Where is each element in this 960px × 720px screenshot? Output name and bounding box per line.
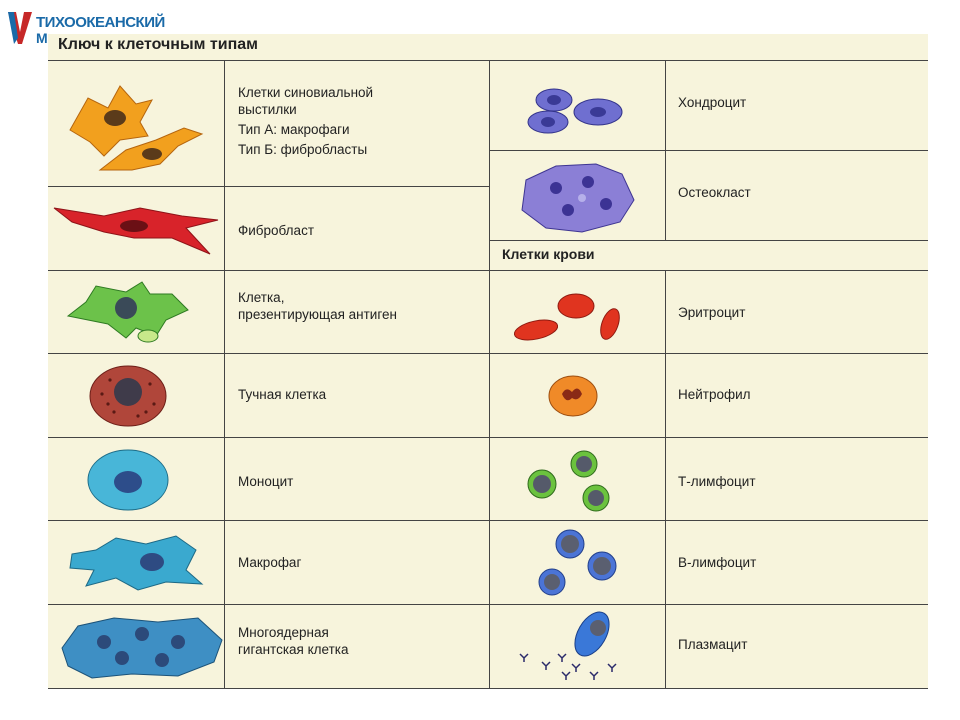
macrophage-label: Макрофаг: [238, 555, 302, 570]
synovial-label: [238, 84, 373, 158]
label-line: Тип Б: фибробласты: [238, 142, 368, 157]
row-line: [48, 270, 928, 271]
monocyte-icon: [86, 448, 170, 512]
t-lymphocyte-label: Т-лимфоцит: [678, 474, 756, 489]
label-line: Клетки синовиальной: [238, 85, 374, 100]
chondrocyte-label: Хондроцит: [678, 95, 747, 110]
row-line: [48, 604, 928, 605]
logo-text-line2: М: [36, 30, 48, 46]
fibroblast-label: Фибробласт: [238, 223, 314, 238]
erythrocyte-icon: [510, 290, 630, 346]
label-line: Многоядерная: [238, 625, 329, 640]
page-title: Ключ к клеточным типам: [58, 36, 258, 53]
row-line: [48, 437, 928, 438]
erythrocyte-label: Эритроцит: [678, 305, 746, 320]
b-lymphocyte-icon: [530, 530, 630, 600]
logo-mark-icon: [6, 8, 34, 46]
blood-section-title: Клетки крови: [502, 246, 595, 262]
b-lymphocyte-label: В-лимфоцит: [678, 555, 757, 570]
label-line: Клетка,: [238, 290, 285, 305]
logo-text: ТИХООКЕАНСКИЙ: [36, 14, 165, 31]
chondrocyte-icon: [518, 88, 638, 136]
mast-cell-label: Тучная клетка: [238, 387, 327, 402]
row-line: [48, 186, 489, 187]
column-divider-2: [489, 60, 490, 688]
row-line: [489, 240, 928, 241]
monocyte-label: Моноцит: [238, 474, 294, 489]
mast-cell-icon: [88, 364, 168, 428]
label-line: выстилки: [238, 102, 297, 117]
synovial-cells-icon: [60, 78, 210, 178]
neutrophil-icon: [546, 374, 600, 418]
neutrophil-label: Нейтрофил: [678, 387, 751, 402]
t-lymphocyte-icon: [518, 450, 628, 514]
row-line: [48, 688, 928, 689]
antigen-presenting-cell-icon: [66, 280, 196, 348]
plasmacyte-icon: [512, 610, 632, 680]
label-line: Тип А: макрофаги: [238, 122, 350, 137]
plasmacyte-label: Плазмацит: [678, 637, 748, 652]
giant-cell-label: [238, 624, 349, 658]
fibroblast-icon: [54, 198, 220, 262]
row-line: [48, 520, 928, 521]
column-divider-3b: [665, 270, 666, 688]
column-divider-1: [224, 60, 225, 688]
giant-cell-icon: [58, 612, 226, 682]
osteoclast-icon: [516, 160, 636, 234]
row-line: [489, 150, 928, 151]
row-line: [48, 353, 928, 354]
label-line: презентирующая антиген: [238, 307, 397, 322]
osteoclast-label: Остеокласт: [678, 185, 751, 200]
antigen-presenting-label: [238, 289, 397, 323]
table-top-line: [48, 60, 928, 61]
label-line: гигантская клетка: [238, 642, 349, 657]
macrophage-icon: [66, 530, 206, 596]
